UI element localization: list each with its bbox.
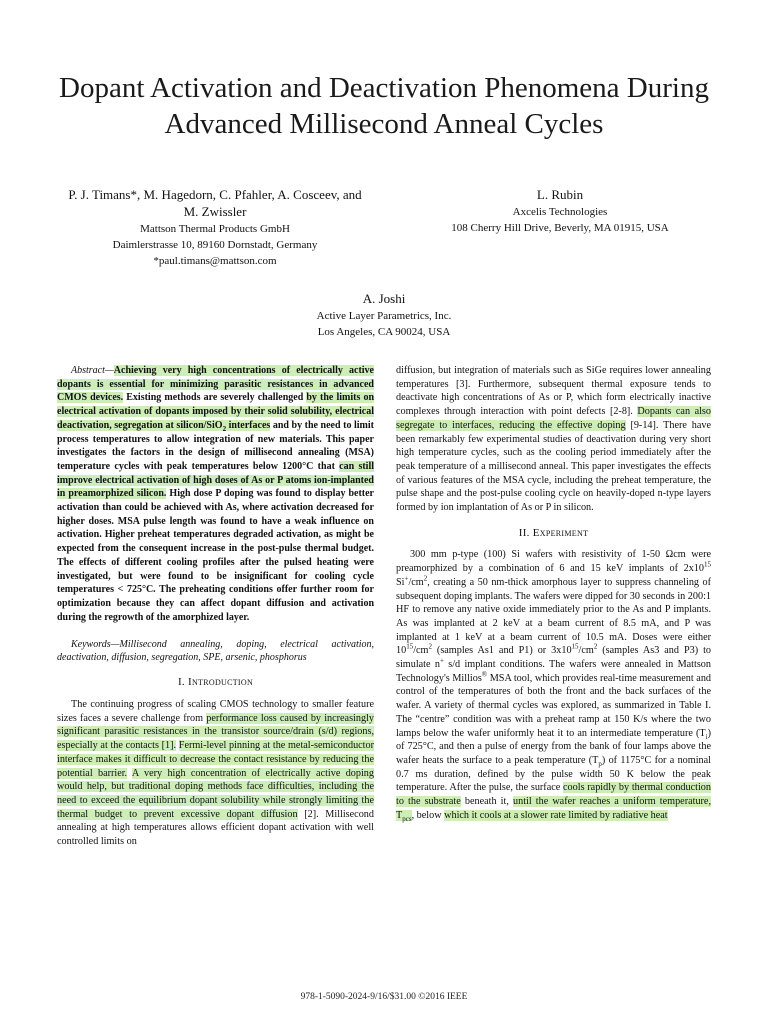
author-address: Los Angeles, CA 90024, USA [317,326,451,338]
body-text: /cm [413,645,429,657]
subscript: pcs [402,814,412,823]
intro-text: The continuing progress of scaling CMOS technology to smaller feature sizes faces a severe challenge from [57,699,374,724]
page-footer: 978-1-5090-2024-9/16/$31.00 ©2016 IEEE [300,992,468,1002]
intro-paragraph [57,698,374,849]
body-text: /cm [408,576,424,588]
highlight: Achieving very high concentrations of electrically active dopants is essential for minimizing parasitic resistances in advanced CMOS devices. [57,365,374,404]
author-names: A. Joshi [362,291,406,306]
section-heading-experiment: II. Experiment [518,526,589,539]
superscript: 15 [406,642,414,651]
body-text: (samples As1 and P1) or 3x10 [431,645,572,657]
keywords [57,638,374,664]
body-text: ) of 725°C, and then a pulse of energy from the bank of four lamps above the wafer heats the surface to a peak temperature (T [396,727,711,766]
author-block-3 [234,290,534,340]
body-text: /cm [578,645,594,657]
highlight-text: until the wafer reaches a uniform temperature, T [396,796,711,821]
highlight: which it cools at a slower rate limited by radiative heat [444,809,668,821]
author-names: P. J. Timans*, M. Hagedorn, C. Pfahler, A. Cosceev, and M. Zwissler [68,187,362,219]
keywords-text: Millisecond annealing, doping, electrical activation, deactivation, diffusion, segregation, SPE, arsenic, phosphorus [57,639,374,664]
superscript: + [439,656,444,665]
author-email[interactable]: *paul.timans@mattson.com [153,255,277,267]
body-text: (samples As3 and P3) to simulate n [396,645,711,671]
body-text: diffusion, but integration of materials such as SiGe requires lower annealing temperatures [3]. Furthermore, subsequent thermal exposure tends to deactivate high concentrations of As or P, which form electrically inactive complexes through interaction with point defects [2-8]. [396,365,711,418]
body-text: s/d implant conditions. The wafers were annealed in Mattson Technology's Millios [396,659,711,684]
author-affiliation: Axcelis Technologies [512,206,608,218]
body-text: ) of 1175°C for a nominal 0.7 ms duration, defined by the pulse width 50 K below the peak temperature. After the pulse, the surface [396,754,711,794]
author-block-2 [410,186,710,236]
superscript: ® [481,670,488,679]
subscript: i [705,732,708,741]
keywords-lead: Keywords— [71,639,120,651]
highlight: Fermi-level pinning at the metal-semiconductor interface makes it difficult to decrease the contact resistance by reducing the potential barrier. [57,740,375,779]
intro-text: [2]. Millisecond annealing at high temperatures allows efficient dopant activation with well controlled limits on [57,808,374,848]
superscript: 2 [593,642,598,651]
author-affiliation: Active Layer Parametrics, Inc. [316,310,452,322]
author-affiliation: Mattson Thermal Products GmbH [140,223,290,235]
author-address: 108 Cherry Hill Drive, Beverly, MA 01915, USA [451,222,669,234]
highlight-text: by the limits on electrical activation of dopants imposed by their solid solubility, electrical deactivation, segregation at silicon/SiO [57,392,375,431]
highlight: Dopants can also segregate to interfaces, reducing the effective doping [396,406,711,431]
highlight: cools rapidly by thermal conduction to the substrate [396,782,711,808]
abstract-text: and by the need to limit process temperatures to allow integration of new materials. This paper investigates the factors in the design of millisecond annealing (MSA) temperature cycles with peak temperatures below 1200°C that [57,419,374,472]
highlight: A very high concentration of electrically active doping would help, but traditional doping methods face difficulties, including the need to exceed the equilibrium dopant solubility while strongly limiting the thermal budget to prevent excessive dopant diffusion [57,767,374,820]
abstract-text: High dose P doping was found to display better activation than could be achieved with As, where activation decreased for higher doses. MSA pulse length was found to have a weak influence on activation. Higher preheat temperatures degraded activation, as might be expected from the consequent increase in the post-pulse thermal budget. The effects of different cooling profiles after the pulsed heating were investigated, but were found to be insignificant for cooling cycle temperatures < 725°C. The preheating conditions offer further room for optimization because they can affect dopant diffusion and activation during the regrowth of the amorphized layer. [57,488,374,623]
paper-title: Dopant Activation and Deactivation Phenomena During Advanced Millisecond Anneal Cycles [59,72,709,140]
body-text: MSA tool, which provides real-time measurement and control of the temperatures of both the front and the back surfaces of the wafer. A variety of thermal cycles was explored, as summarized in Table I. The “centre” condition was with a preheat ramp at 150 K/s where the two lamps below the wafer uniformly heat it to an intermediate temperature (T [396,672,712,739]
left-column [57,364,374,849]
right-column [396,364,711,823]
author-block-1 [60,186,370,269]
body-text: [9-14]. There have been remarkably few experimental studies of deactivation during very short high temperature cycles, such as the cooling period immediately after the peak temperature of a millisecond anneal. This paper investigates the effects of various features of the MSA cycle, including the preheat temperature, the pulse shape and the post-pulse cooling cycle on heavily-doped n-type layers formed by ion implantation of As or P in silicon. [396,419,711,514]
abstract-lead: Abstract— [71,365,114,376]
highlight: performance loss caused by increasingly significant parasitic resistances in the transistor source/drain (s/d) regions, especially at the contacts [1]. [57,712,374,752]
author-address: Daimlerstrasse 10, 89160 Dornstadt, Germany [112,239,318,251]
superscript: 2 [423,574,428,583]
body-text: , creating a 50 nm-thick amorphous layer to suppress channeling of subsequent doping implants. The wafers were dipped for 30 seconds in 200:1 HF to remove any native oxide immediately prior to the As and P implants. As was implanted at 2 keV at a beam current of 8.5 mA, and P was implanted at 1 keV at a beam current of 10.5 mA. Doses were either 10 [396,576,711,657]
right-paragraph [396,364,711,515]
highlight: can still improve electrical activation of high doses of As or P atoms ion-implanted in preamorphized silicon. [57,460,374,500]
author-names: L. Rubin [536,187,584,202]
subscript: p [598,760,602,769]
body-text: 300 mm p-type (100) Si wafers with resistivity of 1-50 Ωcm were preamorphized by a combination of 6 and 15 keV implants of 2x10 [396,549,711,575]
superscript: 15 [704,560,711,569]
section-heading-introduction: I. Introduction [177,676,254,689]
body-text: , below [411,809,445,821]
superscript: 2 [428,642,432,651]
highlight-text: interfaces [226,419,271,431]
body-text: Si [396,576,405,588]
superscript: 15 [571,642,579,651]
body-text: beneath it, [460,796,513,808]
experiment-paragraph [396,548,711,822]
abstract [57,364,374,624]
highlight: by the limits on electrical activation of dopants imposed by their solid solubility, electrical deactivation, segregation at silicon/SiO$_2$ interfaces [57,392,375,433]
superscript: + [404,574,409,583]
abstract-text: Existing methods are severely challenged [123,392,307,404]
